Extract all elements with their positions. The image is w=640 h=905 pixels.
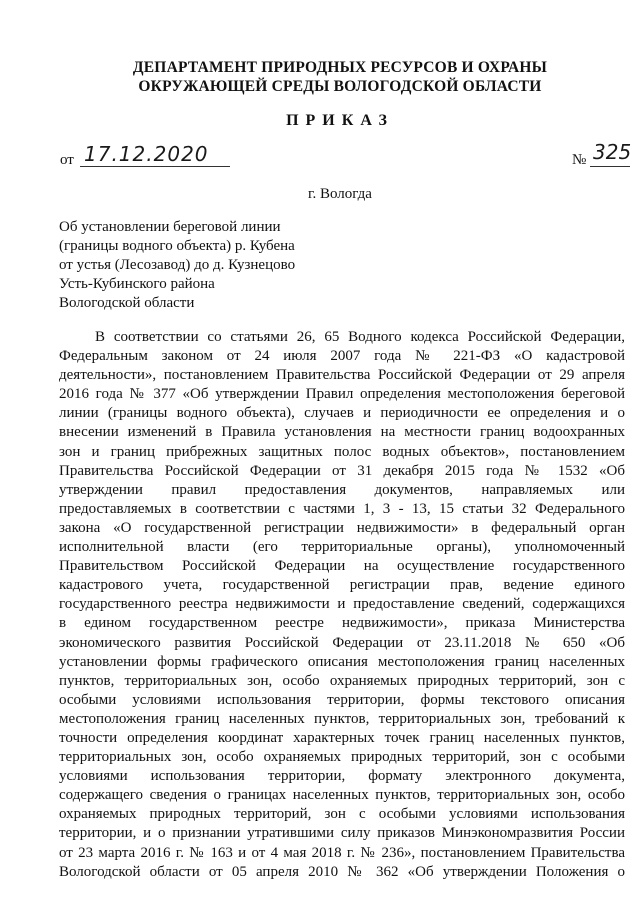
subject-line: от устья (Лесозавод) до д. Кузнецово bbox=[59, 257, 296, 273]
body-line: содержащего сведения о границах населенных пунктов, территориальных зон, особо bbox=[59, 787, 625, 804]
body-line: Правительства Российской Федерации от 31 декабря 2015 года № 1532 «Об bbox=[59, 462, 625, 479]
body-line: особыми условиями использования территории, формы текстового описания bbox=[59, 691, 625, 708]
body-line: закона «О государственной регистрации недвижимости» в федеральный орган bbox=[59, 519, 625, 536]
body-line: в едином государственном реестре недвижимости», приказа Министерства bbox=[59, 615, 625, 632]
body-line: линии (границы водного объекта), случаев и периодичности ее определения и о bbox=[59, 405, 625, 422]
order-subject bbox=[59, 218, 359, 313]
subject-line: (границы водного объекта) р. Кубена bbox=[59, 238, 295, 254]
handwritten-date: 17.12.2020 bbox=[84, 142, 209, 166]
body-line: Правительством Российской Федерации на осуществление государственного bbox=[59, 558, 625, 575]
body-line: В соответствии со статьями 26, 65 Водного кодекса Российской Федерации, bbox=[95, 329, 625, 345]
body-line: от 23 марта 2016 г. № 163 и от 4 мая 2018 г. № 236», постановлением Правительства bbox=[59, 844, 625, 861]
body-line: условиями использования территории, формату электронного документа, bbox=[59, 768, 625, 785]
body-line: территориальных зон, особо охраняемых природных территорий, зон с особыми bbox=[59, 749, 625, 766]
date-number-row bbox=[60, 142, 630, 182]
order-body-text bbox=[59, 328, 625, 882]
body-line: точности определения координат характерных точек границ населенных пунктов, bbox=[59, 729, 625, 746]
body-line: Вологодской области от 05 апреля 2010 № 362 «Об утверждении Положения о bbox=[59, 863, 625, 880]
body-line: охраняемых природных территорий, зон с особыми условиями использования bbox=[59, 806, 625, 823]
subject-line: Усть-Кубинского района bbox=[59, 276, 215, 292]
body-line: государственного реестра недвижимости и предоставление сведений, содержащихся bbox=[59, 596, 625, 613]
body-line: установлении формы графического описания местоположения границ населенных bbox=[59, 653, 625, 670]
body-line: утверждении правил предоставления документов, направляемых или bbox=[59, 481, 625, 498]
organization-title-line-1: ДЕПАРТАМЕНТ ПРИРОДНЫХ РЕСУРСОВ И ОХРАНЫ bbox=[132, 59, 548, 76]
number-prefix: № bbox=[572, 152, 587, 168]
body-line: деятельности», постановлением Правительства Российской Федерации от 29 апреля bbox=[59, 367, 625, 384]
body-line: местоположения границ населенных пунктов, территориальных зон, требований к bbox=[59, 710, 625, 727]
organization-title-line-2: ОКРУЖАЮЩЕЙ СРЕДЫ ВОЛОГОДСКОЙ ОБЛАСТИ bbox=[138, 78, 542, 95]
number-underline bbox=[590, 166, 630, 167]
subject-line: Вологодской области bbox=[59, 295, 195, 311]
body-line: 2016 года № 377 «Об утверждении Правил определения местоположения береговой bbox=[59, 386, 625, 403]
city-line: г. Вологда bbox=[308, 186, 372, 202]
subject-line: Об установлении береговой линии bbox=[59, 219, 281, 235]
body-line: предоставляемых в соответствии с частями 1, 3 - 13, 15 статьи 32 Федерального bbox=[59, 500, 625, 517]
body-line: исполнительной власти (его территориальные органы), уполномоченный bbox=[59, 539, 625, 556]
body-line: Федеральным законом от 24 июля 2007 года № 221-ФЗ «О кадастровой bbox=[59, 348, 625, 365]
body-line: зон и границ прибрежных защитных полос водных объектов», постановлением bbox=[59, 443, 625, 460]
body-line: экономического развития Российской Федерации от 23.11.2018 № 650 «Об bbox=[59, 634, 625, 651]
body-line: территории, и о признании утратившими силу приказов Минэкономразвития России bbox=[59, 825, 625, 842]
body-line: внесении изменений в Правила установления на местности границ водоохранных bbox=[59, 424, 625, 441]
date-prefix: от bbox=[60, 152, 74, 168]
handwritten-number: 325 bbox=[593, 140, 632, 164]
date-underline bbox=[80, 166, 230, 167]
body-line: кадастрового учета, государственной регистрации прав, ведение единого bbox=[59, 577, 625, 594]
organization-title bbox=[60, 58, 620, 96]
document-type-heading: ПРИКАЗ bbox=[286, 112, 394, 129]
body-line: пунктов, территориальных зон, особо охраняемых природных территорий, зон с bbox=[59, 672, 625, 689]
